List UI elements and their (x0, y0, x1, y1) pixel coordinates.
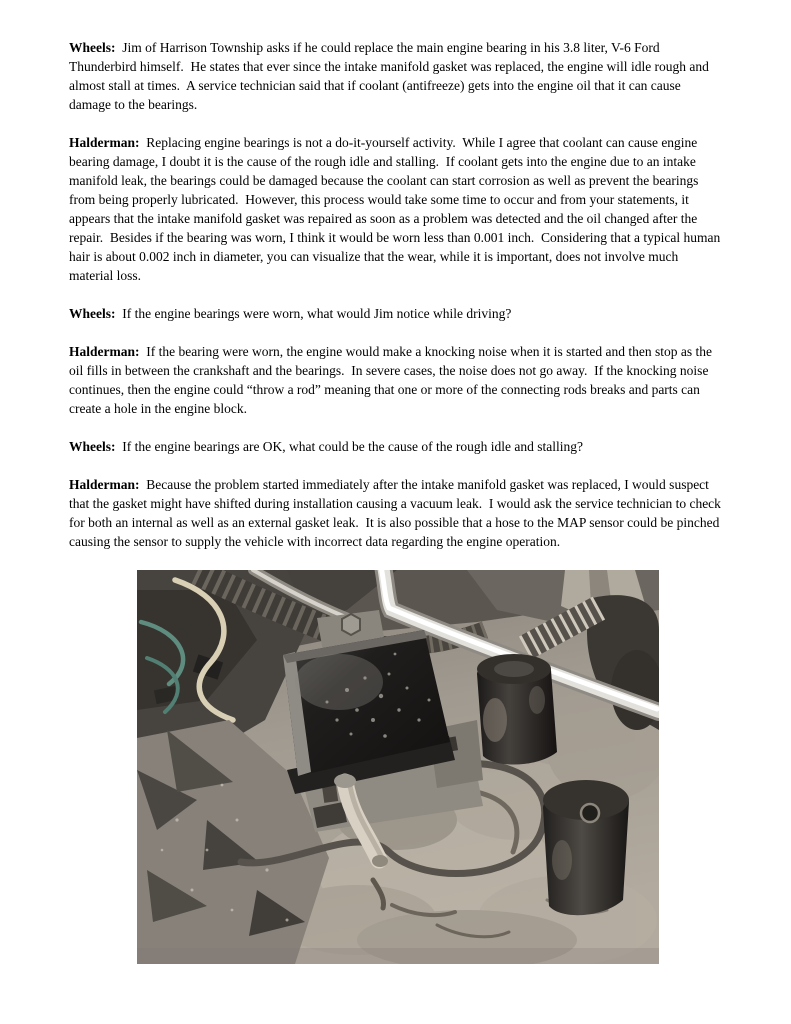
speaker-label: Wheels: (69, 40, 116, 55)
paragraph-text: Jim of Harrison Township asks if he could replace the main engine bearing in his 3.8 liter, V-6 Ford Thunderbird himself. He states that ever since the intake manifold gasket was replaced, the engine will idle rough and almost stall at times. A service technician said that if coolant (antifreeze) gets into the engine oil that it can cause damage to the bearings. (69, 40, 713, 112)
speaker-label: Halderman: (69, 135, 140, 150)
engine-bay-photo-graphic (137, 570, 659, 964)
speaker-label: Wheels: (69, 439, 116, 454)
paragraph (69, 133, 724, 285)
paragraph (69, 38, 724, 114)
hex-bolt (342, 614, 360, 635)
photo-bottom-shade (137, 948, 659, 964)
paragraph (69, 475, 724, 551)
paragraph (69, 304, 724, 323)
engine-bay-photo (137, 570, 659, 964)
engine-mount-cap (543, 780, 629, 915)
paragraph-text: If the engine bearings were worn, what would Jim notice while driving? (115, 306, 512, 321)
vacuum-valve-cylinder (477, 654, 557, 765)
paragraph (69, 342, 724, 418)
paragraph-text: Because the problem started immediately after the intake manifold gasket was replaced, I would suspect that the gasket might have shifted during installation causing a vacuum leak. I would ask the service technician to check for both an internal as well as an external gasket leak. It is also possible that a hose to the MAP sensor could be pinched causing the sensor to supply the vehicle with incorrect data regarding the engine operation. (69, 477, 725, 549)
paragraph (69, 437, 724, 456)
speaker-label: Wheels: (69, 306, 116, 321)
paragraph-text: Replacing engine bearings is not a do-it-yourself activity. While I agree that coolant can cause engine bearing damage, I doubt it is the cause of the rough idle and stalling. If coolant gets into the engine due to an intake manifold leak, the bearings could be damaged because the coolant can start corrosion as well as prevent the bearings from being properly lubricated. However, this process would take some time to occur and from your statements, it appears that the intake manifold gasket was repaired as soon as a problem was detected and the oil changed after the repair. Besides if the bearing was worn, I think it would be worn less than 0.001 inch. Considering that a typical human hair is about 0.002 inch in diameter, you can visualize that the wear, while it is important, does not involve much material loss. (69, 135, 724, 283)
paragraph-text: If the engine bearings are OK, what could be the cause of the rough idle and stalling? (115, 439, 583, 454)
article-body (69, 38, 724, 964)
speaker-label: Halderman: (69, 477, 140, 492)
paragraph-text: If the bearing were worn, the engine would make a knocking noise when it is started and then stop as the oil fills in between the crankshaft and the bearings. In severe cases, the noise does not go away. If the knocking noise continues, then the engine could “throw a rod” meaning that one or more of the connecting rods breaks and parts can create a hole in the engine block. (69, 344, 716, 416)
speaker-label: Halderman: (69, 344, 140, 359)
